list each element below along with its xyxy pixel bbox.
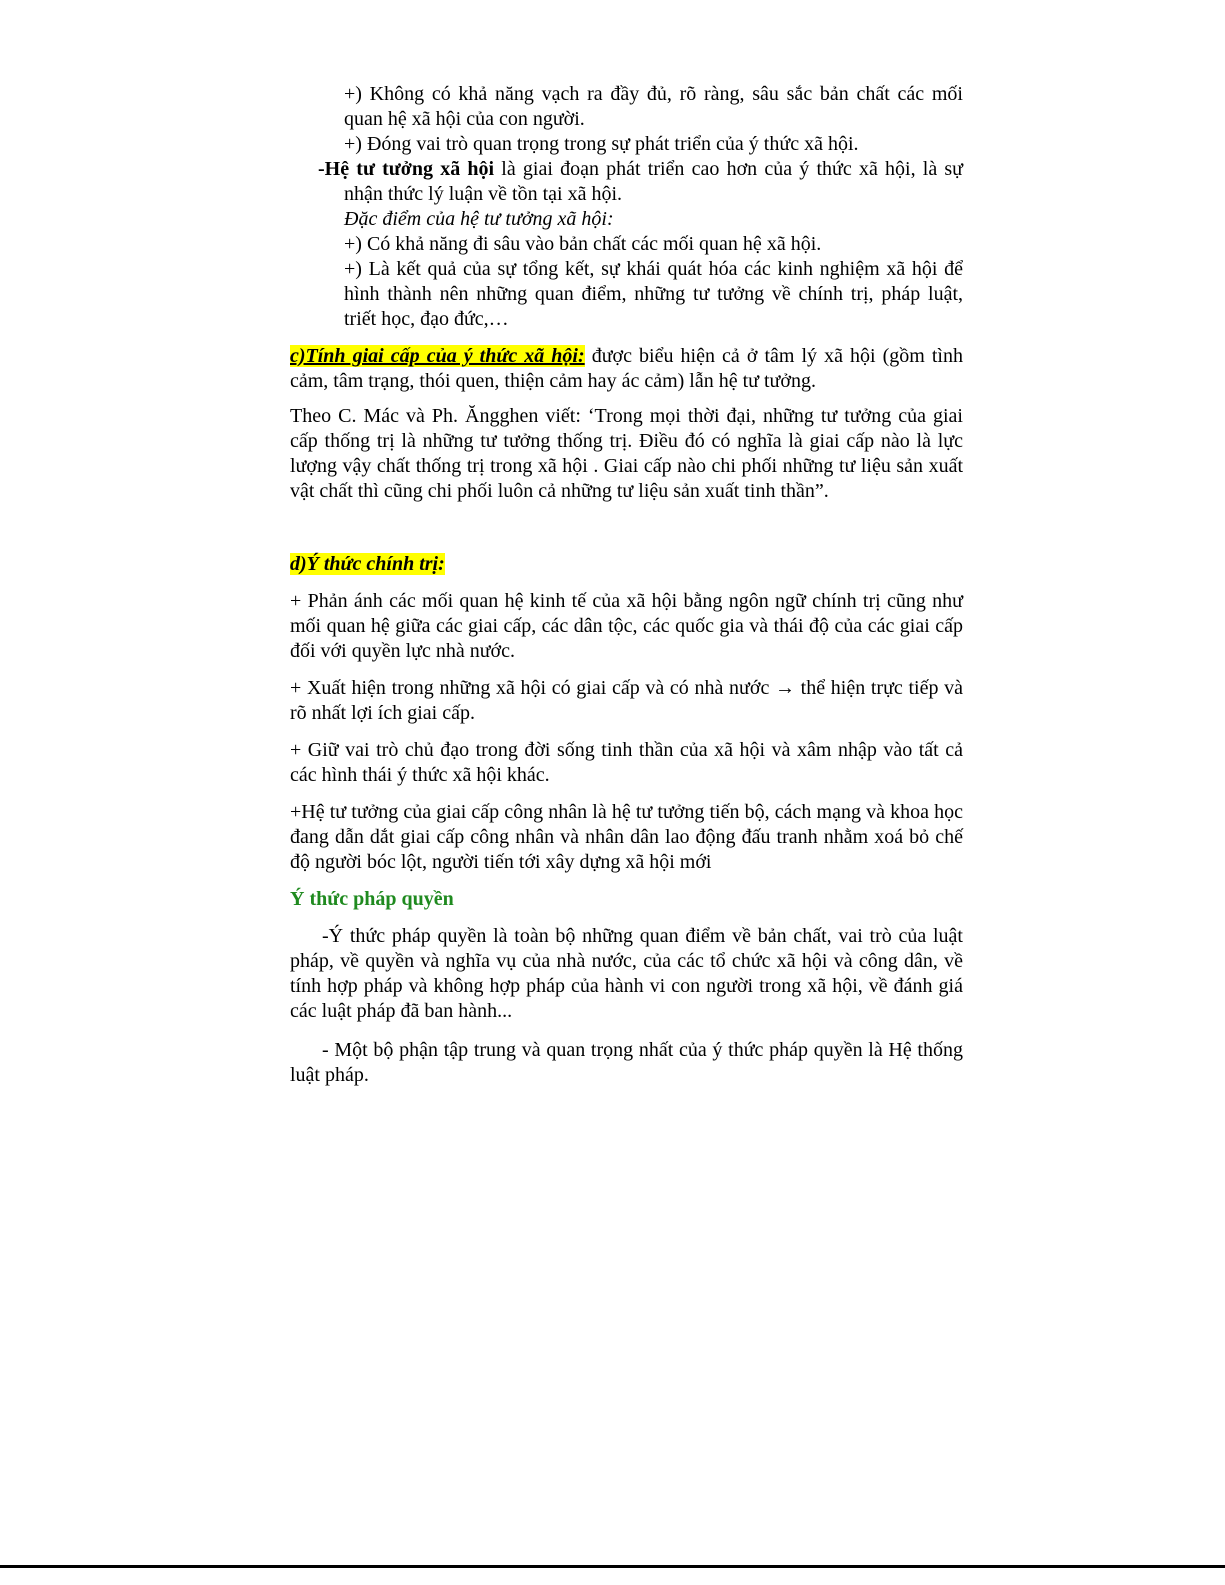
ideology-features-label [290,207,963,232]
section-c-heading: c)Tính giai cấp của ý thức xã hội: [290,345,585,367]
paragraph-important-role: +) Đóng vai trò quan trọng trong sự phát triển của ý thức xã hội. [344,133,859,155]
paragraph-e1: -Ý thức pháp quyền là toàn bộ những quan điểm về bản chất, vai trò của luật pháp, về quyền và nghĩa vụ của nhà nước, của các tổ chức xã hội và công dân, về tính hợp pháp và không hợp pháp của hành vi con người trong xã hội, về đánh giá các luật pháp đã ban hành... [290,925,963,1022]
ideology-definition-text: là giai đoạn phát triển cao hơn của ý thức xã hội, là sự nhận thức lý luận về tồn tại xã hội. [344,158,964,205]
paragraph-d2-text-b: thể hiện trực tiếp và rõ nhất lợi ích giai cấp. [290,677,964,724]
section-d-heading: d)Ý thức chính trị: [290,553,445,575]
paragraph-d4: +Hệ tư tưởng của giai cấp công nhân là hệ tư tưởng tiến bộ, cách mạng và khoa học đang dẫn dắt giai cấp công nhân và nhân dân lao động đấu tranh nhằm xoá bỏ chế độ người bóc lột, người tiến tới xây dựng xã hội mới [290,801,963,873]
page-bottom-border [0,1565,1225,1568]
paragraph-d2 [290,676,963,726]
paragraph-ideology-definition [290,157,963,207]
ideology-term: -Hệ tư tưởng xã hội [318,158,495,180]
paragraph-d1: + Phản ánh các mối quan hệ kinh tế của xã hội bằng ngôn ngữ chính trị cũng như mối quan hệ giữa các giai cấp, các dân tộc, các quốc gia và thái độ của các giai cấp đối với quyền lực nhà nước. [290,590,963,662]
section-c-text: được biểu hiện cả ở tâm lý xã hội (gồm tình cảm, tâm trạng, thói quen, thiện cảm hay ác cảm) lẫn hệ tư tưởng. [290,345,963,392]
arrow-right-icon: → [775,677,795,699]
paragraph-not-capable: +) Không có khả năng vạch ra đầy đủ, rõ ràng, sâu sắc bản chất các mối quan hệ xã hội của con người. [344,83,963,130]
ideology-features-text: Đặc điểm của hệ tư tưởng xã hội: [344,208,614,230]
section-d-heading-line [290,552,963,577]
paragraph-feature-2: +) Là kết quả của sự tổng kết, sự khái quát hóa các kinh nghiệm xã hội để hình thành nên những quan điểm, những tư tưởng về chính trị, pháp luật, triết học, đạo đức,… [344,258,963,330]
paragraph-feature-1: +) Có khả năng đi sâu vào bản chất các mối quan hệ xã hội. [344,233,822,255]
paragraph-d2-text-a: + Xuất hiện trong những xã hội có giai cấp và có nhà nước [290,677,775,699]
paragraph-d3: + Giữ vai trò chủ đạo trong đời sống tinh thần của xã hội và xâm nhập vào tất cả các hình thái ý thức xã hội khác. [290,739,963,786]
section-c-paragraph [290,344,963,394]
paragraph-marx-quote: Theo C. Mác và Ph. Ăngghen viết: ‘Trong mọi thời đại, những tư tưởng của giai cấp thống trị là những tư tưởng thống trị. Điều đó có nghĩa là giai cấp nào là lực lượng vậy chất thống trị trong xã hội . Giai cấp nào chi phối những tư liệu sản xuất vật chất thì cũng chi phối luôn cả những tư liệu sản xuất tinh thần”. [290,405,963,502]
page-content [290,82,963,1088]
paragraph-e2: - Một bộ phận tập trung và quan trọng nhất của ý thức pháp quyền là Hệ thống luật pháp. [290,1039,963,1086]
section-e-heading: Ý thức pháp quyền [290,888,454,910]
